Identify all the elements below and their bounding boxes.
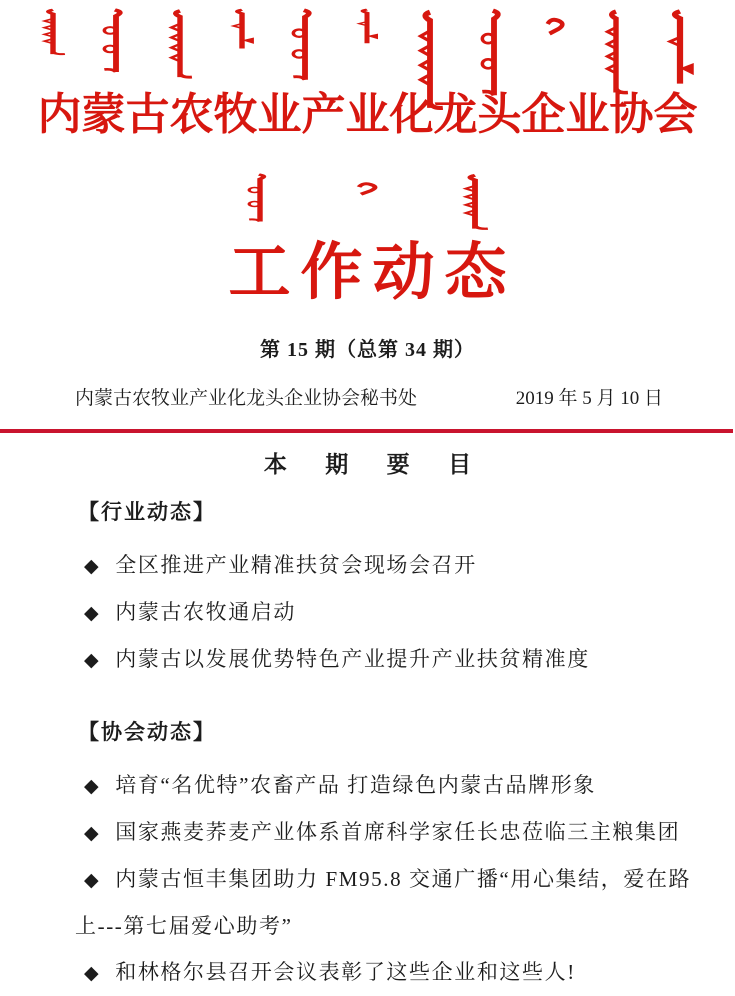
toc-item bbox=[75, 636, 709, 683]
mongolian-word-icon bbox=[229, 8, 255, 54]
section-title-industry: 【行业动态】 bbox=[78, 501, 216, 525]
mongolian-word-icon bbox=[355, 181, 379, 205]
diamond-bullet-icon: ◆ bbox=[84, 602, 101, 625]
toc-item-text: 内蒙古恒丰集团助力 FM95.8 交通广播“用心集结，爱在路上---第七届爱心助考” bbox=[75, 867, 692, 939]
diamond-bullet-icon: ◆ bbox=[84, 962, 101, 985]
toc-item bbox=[75, 542, 709, 589]
mongolian-word-icon bbox=[665, 8, 695, 94]
publisher-name: 内蒙古农牧业产业化龙头企业协会秘书处 bbox=[75, 388, 418, 410]
mongolian-word-icon bbox=[603, 8, 629, 96]
issue-number-line: 第 15 期（总第 34 期） bbox=[260, 339, 475, 362]
mongolian-script-row-subtitle bbox=[0, 173, 735, 231]
bulletin-title: 工作动态 bbox=[228, 239, 517, 308]
mongolian-word-icon bbox=[167, 8, 193, 80]
toc-section-industry-items bbox=[75, 542, 709, 683]
mongolian-word-icon bbox=[247, 173, 273, 223]
mongolian-word-icon bbox=[291, 8, 319, 82]
diamond-bullet-icon: ◆ bbox=[84, 869, 101, 892]
diamond-bullet-icon: ◆ bbox=[84, 822, 101, 845]
mongolian-word-icon bbox=[355, 8, 379, 48]
toc-item bbox=[75, 809, 709, 856]
diamond-bullet-icon: ◆ bbox=[84, 555, 101, 578]
mongolian-word-icon bbox=[461, 173, 489, 231]
mongolian-word-icon bbox=[102, 8, 130, 74]
red-divider-rule bbox=[0, 429, 733, 433]
toc-item-text: 全区推进产业精准扶贫会现场会召开 bbox=[115, 553, 477, 578]
toc-item-text: 内蒙古以发展优势特色产业提升产业扶贫精准度 bbox=[115, 647, 590, 672]
section-title-association: 【协会动态】 bbox=[78, 721, 216, 745]
toc-item-text: 和林格尔县召开会议表彰了这些企业和这些人! bbox=[115, 960, 576, 985]
diamond-bullet-icon: ◆ bbox=[84, 649, 101, 672]
mongolian-word-icon bbox=[480, 8, 508, 98]
toc-item-text: 国家燕麦荞麦产业体系首席科学家任长忠莅临三主粮集团 bbox=[115, 820, 681, 845]
toc-section-association-items bbox=[75, 762, 709, 996]
toc-item bbox=[75, 949, 709, 996]
toc-item bbox=[75, 856, 709, 949]
toc-item bbox=[75, 589, 709, 636]
publisher-line bbox=[0, 387, 735, 411]
mongolian-word-icon bbox=[40, 8, 66, 56]
toc-item-text: 培育“名优特”农畜产品 打造绿色内蒙古品牌形象 bbox=[115, 773, 596, 798]
publish-date: 2019 年 5 月 10 日 bbox=[515, 388, 663, 410]
diamond-bullet-icon: ◆ bbox=[84, 775, 101, 798]
toc-item bbox=[75, 762, 709, 809]
toc-item-text: 内蒙古农牧通启动 bbox=[115, 600, 297, 625]
toc-heading: 本 期 要 目 bbox=[263, 451, 488, 478]
organization-name: 内蒙古农牧业产业化龙头企业协会 bbox=[37, 90, 698, 139]
mongolian-word-icon bbox=[544, 16, 566, 48]
